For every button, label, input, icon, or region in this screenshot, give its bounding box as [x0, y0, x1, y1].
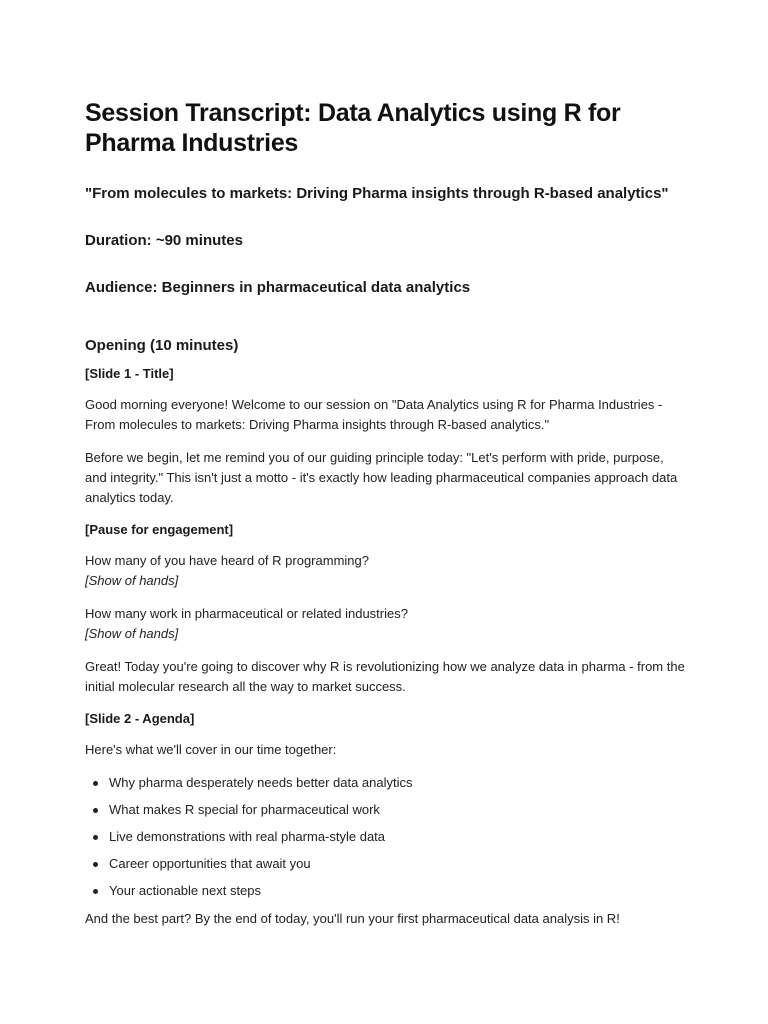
agenda-item [85, 881, 685, 901]
document-page [85, 98, 685, 942]
slide-cue-agenda: [Slide 2 - Agenda] [85, 711, 195, 726]
slide-cue-title: [Slide 1 - Title] [85, 366, 174, 381]
bullet-icon [93, 889, 98, 894]
section-heading-opening: Opening (10 minutes) [85, 337, 239, 354]
question-text: How many work in pharmaceutical or related industries? [85, 606, 408, 621]
agenda-item-text: Why pharma desperately needs better data analytics [109, 775, 413, 790]
great-paragraph: Great! Today you're going to discover why R is revolutionizing how we analyze data in pharma - from the initial molecular research all the way to market success. [85, 659, 685, 694]
question-text: How many of you have heard of R programming? [85, 553, 369, 568]
principle-paragraph: Before we begin, let me remind you of our guiding principle today: "Let's perform with pride, purpose, and integrity." This isn't just a motto - it's exactly how leading pharmaceutical companies approach data analytics today. [85, 450, 678, 505]
agenda-item-text: Live demonstrations with real pharma-style data [109, 829, 386, 844]
agenda-item-text: Your actionable next steps [109, 883, 262, 898]
agenda-item-text: Career opportunities that await you [109, 856, 311, 871]
agenda-item [85, 800, 685, 820]
bullet-icon [93, 808, 98, 813]
document-title: Session Transcript: Data Analytics using R for Pharma Industries [85, 99, 621, 157]
question-paragraph [85, 604, 685, 644]
audience-line: Audience: Beginners in pharmaceutical data analytics [85, 279, 471, 296]
question-paragraph [85, 551, 685, 591]
agenda-item-text: What makes R special for pharmaceutical work [109, 802, 380, 817]
stage-direction: [Show of hands] [85, 626, 179, 641]
pause-cue: [Pause for engagement] [85, 522, 234, 537]
stage-direction: [Show of hands] [85, 573, 179, 588]
agenda-list [85, 773, 685, 901]
agenda-intro: Here's what we'll cover in our time together: [85, 742, 337, 757]
bullet-icon [93, 781, 98, 786]
agenda-item [85, 854, 685, 874]
bullet-icon [93, 862, 98, 867]
closing-paragraph: And the best part? By the end of today, you'll run your first pharmaceutical data analysis in R! [85, 911, 620, 926]
agenda-item [85, 773, 685, 793]
welcome-paragraph: Good morning everyone! Welcome to our session on "Data Analytics using R for Pharma Industries - From molecules to markets: Driving Pharma insights through R-based analytics." [85, 397, 663, 432]
agenda-item [85, 827, 685, 847]
duration-line: Duration: ~90 minutes [85, 232, 243, 249]
document-subtitle: "From molecules to markets: Driving Pharma insights through R-based analytics" [85, 185, 669, 202]
bullet-icon [93, 835, 98, 840]
